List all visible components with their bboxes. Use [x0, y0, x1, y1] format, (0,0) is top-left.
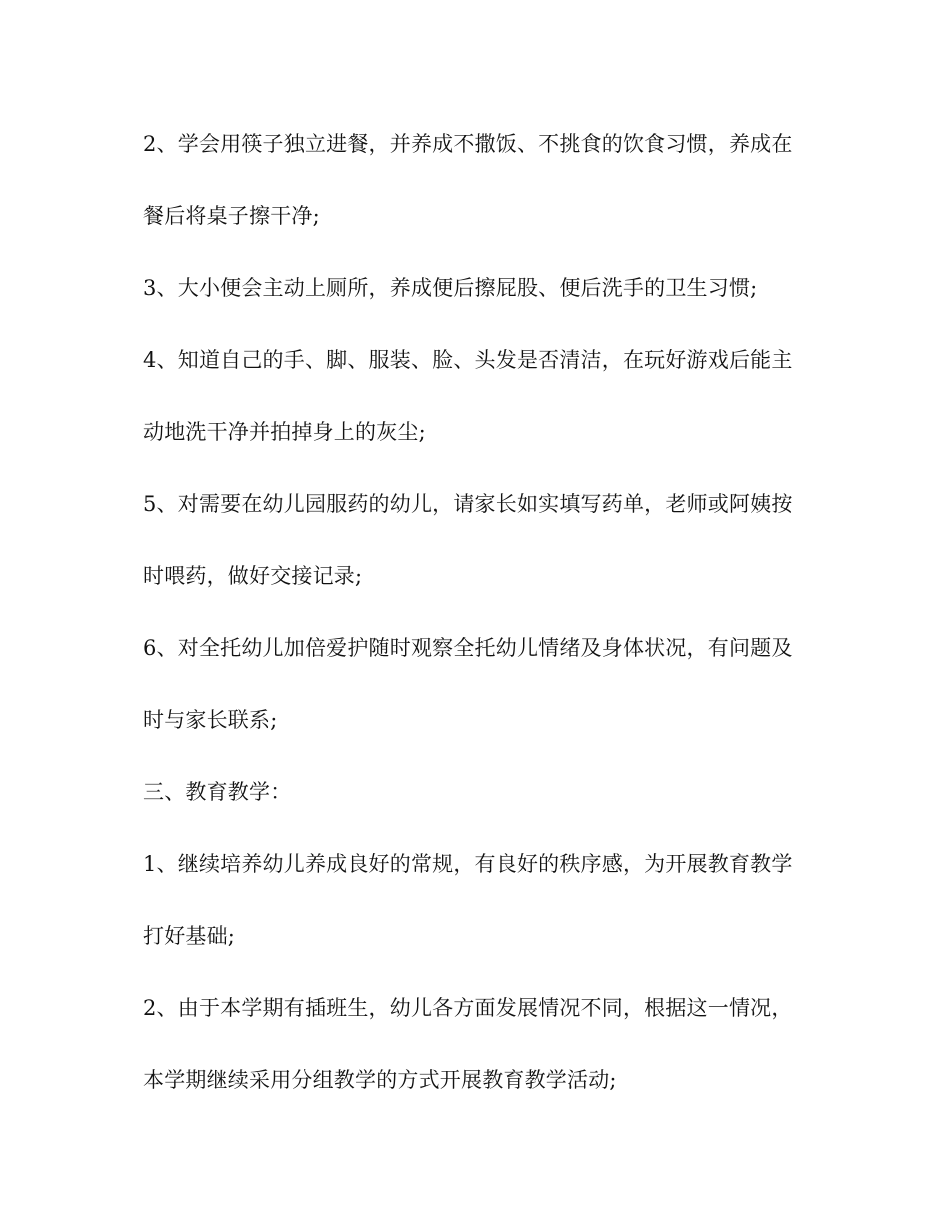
text-line: 3、大小便会主动上厕所，养成便后擦屁股、便后洗手的卫生习惯;: [143, 276, 758, 300]
text-line: 6、对全托幼儿加倍爱护随时观察全托幼儿情绪及身体状况，有问题及: [143, 636, 793, 660]
text-line: 时与家长联系;: [143, 708, 278, 732]
text-line: 本学期继续采用分组教学的方式开展教育教学活动;: [143, 1068, 617, 1092]
text-line: 2、由于本学期有插班生，幼儿各方面发展情况不同，根据这一情况，: [143, 996, 793, 1020]
text-line: 餐后将桌子擦干净;: [143, 204, 320, 228]
text-line: 2、学会用筷子独立进餐，并养成不撒饭、不挑食的饮食习惯，养成在: [143, 132, 793, 156]
text-line: 1、继续培养幼儿养成良好的常规，有良好的秩序感，为开展教育教学: [143, 852, 793, 876]
section-heading: 三、教育教学：: [143, 780, 292, 804]
text-line: 时喂药，做好交接记录;: [143, 564, 363, 588]
text-line: 5、对需要在幼儿园服药的幼儿，请家长如实填写药单，老师或阿姨按: [143, 492, 793, 516]
text-line: 打好基础;: [143, 924, 236, 948]
text-line: 4、知道自己的手、脚、服装、脸、头发是否清洁，在玩好游戏后能主: [143, 348, 793, 372]
text-line: 动地洗干净并拍掉身上的灰尘;: [143, 420, 426, 444]
